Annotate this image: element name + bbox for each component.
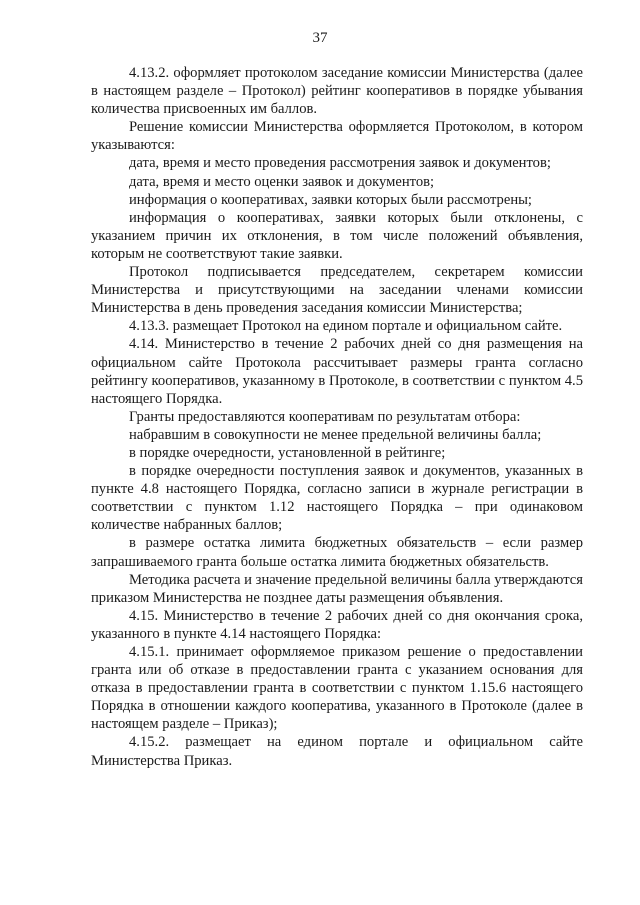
paragraph-grants-provided: Гранты предоставляются кооперативам по результатам отбора: [129,408,521,425]
paragraph-4-13-3: 4.13.3. размещает Протокол на едином портале и официальном сайте. [129,318,563,335]
paragraph-reviewed-info: информация о кооперативах, заявки которых были рассмотрены; [129,191,532,208]
paragraph-commission-decision: Решение комиссии Министерства оформляется Протоколом, в котором указываются: [91,119,583,154]
paragraph-protocol-signing: Протокол подписывается председателем, секретарем комиссии Министерства и присутствующими на заседании членами комиссии Министерства в день проведения заседания комиссии Министерства; [91,264,583,317]
paragraph-rating-order: в порядке очередности, установленной в рейтинге; [129,444,446,461]
paragraph-review-date: дата, время и место проведения рассмотрения заявок и документов; [129,155,551,172]
paragraph-4-15-1: 4.15.1. принимает оформляемое приказом решение о предоставлении гранта или об отказе в предоставлении гранта с указанием основания для отказа в предоставлении гранта в соответствии с пунктом 1.15.6 настоящего Порядка в отношении каждого кооператива, указанного в Протоколе (далее в настоящем разделе – Приказ); [91,644,583,733]
paragraph-4-15-2: 4.15.2. размещает на едином портале и официальном сайте Министерства Приказ. [91,734,583,769]
paragraph-4-15: 4.15. Министерство в течение 2 рабочих дней со дня окончания срока, указанного в пункте 4.14 настоящего Порядка: [91,607,583,642]
paragraph-remaining-limit: в размере остатка лимита бюджетных обязательств – если размер запрашиваемого гранта больше остатка лимита бюджетных обязательств. [91,535,583,570]
paragraph-submission-order: в порядке очередности поступления заявок и документов, указанных в пункте 4.8 настоящего Порядка, согласно записи в журнале регистрации в соответствии с пунктом 1.12 настоящего Порядка – при одинаковом количестве набранных баллов; [91,463,583,534]
paragraph-4-14: 4.14. Министерство в течение 2 рабочих дней со дня размещения на официальном сайте Протокола рассчитывает размеры гранта согласно рейтингу кооперативов, указанному в Протоколе, в соответствии с пунктом 4.5 настоящего Порядка. [91,336,583,407]
paragraph-4-13-2: 4.13.2. оформляет протоколом заседание комиссии Министерства (далее в настоящем разделе – Протокол) рейтинг кооперативов в порядке убывания количества присвоенных им баллов. [91,65,583,118]
body-text [91,64,583,770]
page-number: 37 [312,30,328,46]
paragraph-evaluation-date: дата, время и место оценки заявок и документов; [129,173,435,190]
paragraph-rejected-info: информация о кооперативах, заявки которых были отклонены, с указанием причин их отклонения, в том числе положений объявления, которым не соответствуют такие заявки. [91,209,583,262]
paragraph-methodology: Методика расчета и значение предельной величины балла утверждаются приказом Министерства не позднее даты размещения объявления. [91,571,583,606]
paragraph-min-score: набравшим в совокупности не менее предельной величины балла; [129,426,542,443]
